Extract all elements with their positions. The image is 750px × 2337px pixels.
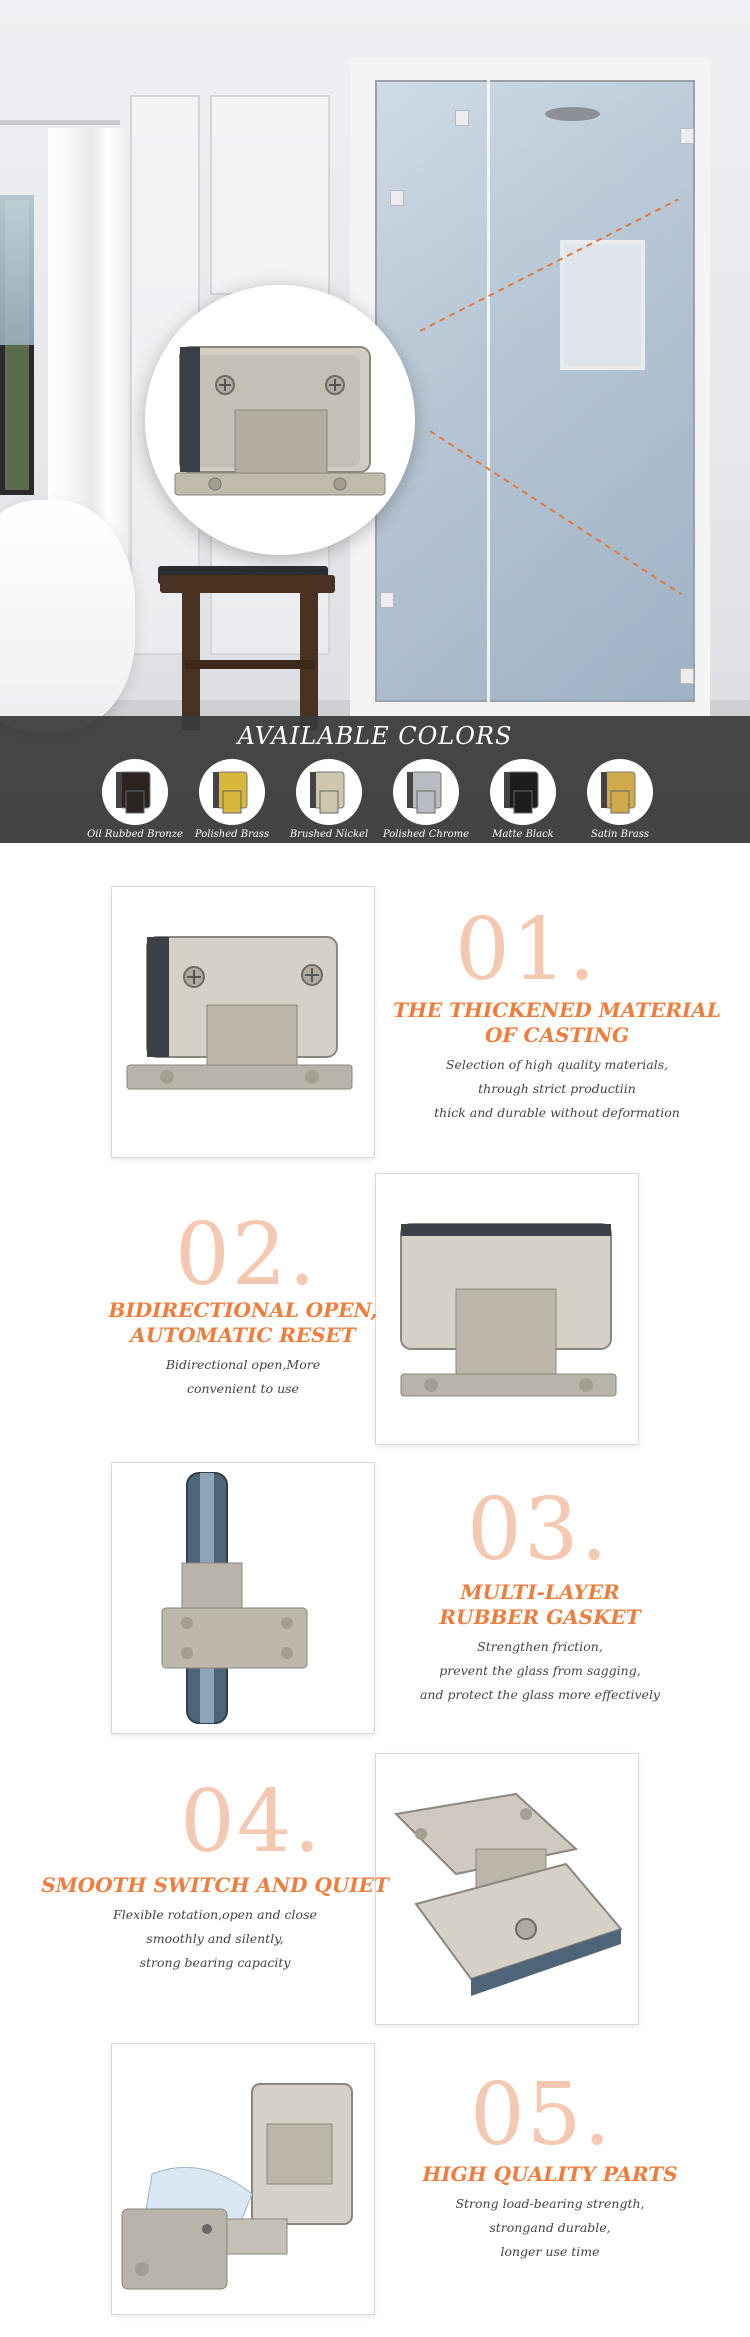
feature-description: [367, 1053, 747, 1125]
glass-clip: [455, 110, 469, 126]
feature-description: [25, 1903, 405, 1975]
shower-enclosure: [375, 80, 695, 702]
feature-title-line: RUBBER GASKET: [439, 1605, 641, 1629]
feature-description-line: Strengthen friction,: [477, 1639, 603, 1654]
feature-description-line: Flexible rotation,open and close: [113, 1907, 317, 1922]
color-swatch-label: Oil Rubbed Bronze: [87, 829, 183, 840]
feature-title-line: AUTOMATIC RESET: [130, 1323, 356, 1347]
feature-description: [350, 1635, 730, 1707]
color-swatch[interactable]: [490, 759, 556, 825]
hinge-swatch-icon: [587, 759, 653, 825]
feature-description-line: Bidirectional open,More: [165, 1357, 321, 1372]
colors-title: AVAILABLE COLORS: [237, 722, 513, 750]
feature-description-line: longer use time: [500, 2244, 600, 2259]
feature-number: 02.: [175, 1205, 318, 1305]
glass-door-edge: [487, 80, 490, 702]
feature-description-line: Selection of high quality materials,: [445, 1057, 669, 1072]
feature-description-line: through strict productiin: [478, 1081, 636, 1096]
feature-description-line: and protect the glass more effectively: [419, 1687, 660, 1702]
color-swatch-label: Polished Brass: [194, 829, 270, 840]
color-swatch[interactable]: [102, 759, 168, 825]
feature-description: [53, 1353, 433, 1401]
feature-title-line: BIDIRECTIONAL OPEN,: [108, 1298, 378, 1322]
hinge-product-icon: [112, 2044, 375, 2315]
hinge-swatch-icon: [296, 759, 362, 825]
feature-photo: [111, 2043, 375, 2315]
window-light: [0, 195, 34, 345]
hinge-icon: [145, 285, 415, 555]
feature-title: [367, 998, 747, 1048]
glass-clip: [680, 128, 694, 144]
feature-title-line: SMOOTH SWITCH AND QUIET: [41, 1873, 389, 1897]
hinge-product-icon: [112, 887, 375, 1158]
feature-description-line: Strong load-bearing strength,: [455, 2196, 645, 2211]
wall-panel: [210, 95, 330, 295]
feature-title-line: HIGH QUALITY PARTS: [422, 2162, 678, 2186]
feature-number: 04.: [180, 1772, 323, 1872]
hinge-swatch-icon: [199, 759, 265, 825]
feature-photo: [111, 886, 375, 1158]
color-swatch[interactable]: [296, 759, 362, 825]
color-swatch-label: Satin Brass: [590, 829, 649, 840]
hinge-product-icon: [376, 1754, 639, 2025]
hinge-swatch-icon: [490, 759, 556, 825]
feature-description: [360, 2192, 740, 2264]
feature-title: [360, 2162, 740, 2187]
feature-title-line: MULTI-LAYER: [460, 1580, 620, 1604]
hero-bathroom-scene: [0, 0, 750, 843]
feature-description-line: convenient to use: [187, 1381, 299, 1396]
showerhead-icon: [545, 107, 600, 121]
feature-title-line: THE THICKENED MATERIAL: [393, 998, 721, 1022]
feature-description-line: strongand durable,: [489, 2220, 611, 2235]
hinge-swatch-icon: [393, 759, 459, 825]
color-swatch-label: Matte Black: [492, 829, 554, 840]
feature-description-line: smoothly and silently,: [146, 1931, 284, 1946]
feature-description-line: prevent the glass from sagging,: [439, 1663, 641, 1678]
feature-number: 01.: [455, 900, 598, 1000]
color-swatch-label: Polished Chrome: [382, 829, 470, 840]
feature-photo: [111, 1462, 375, 1734]
hinge-swatch-icon: [102, 759, 168, 825]
color-swatch-label: Brushed Nickel: [289, 829, 369, 840]
color-swatch[interactable]: [393, 759, 459, 825]
feature-title-line: OF CASTING: [484, 1023, 630, 1047]
feature-description-line: thick and durable without deformation: [434, 1105, 680, 1120]
color-swatch[interactable]: [587, 759, 653, 825]
feature-title: [350, 1580, 730, 1630]
feature-title: [53, 1298, 433, 1348]
curtain-rod: [0, 120, 120, 125]
feature-photo: [375, 1753, 639, 2025]
stool-rail: [185, 660, 315, 669]
shower-window: [560, 240, 645, 370]
feature-description-line: strong bearing capacity: [139, 1955, 291, 1970]
hinge-product-icon: [112, 1463, 375, 1734]
feature-title: [25, 1873, 405, 1898]
feature-number: 03.: [467, 1480, 610, 1580]
bathtub: [0, 500, 135, 730]
glass-clip: [380, 592, 394, 608]
glass-clip: [390, 190, 404, 206]
hinge-callout: [145, 285, 415, 555]
glass-clip: [680, 668, 694, 684]
color-swatch[interactable]: [199, 759, 265, 825]
feature-number: 05.: [470, 2065, 613, 2165]
